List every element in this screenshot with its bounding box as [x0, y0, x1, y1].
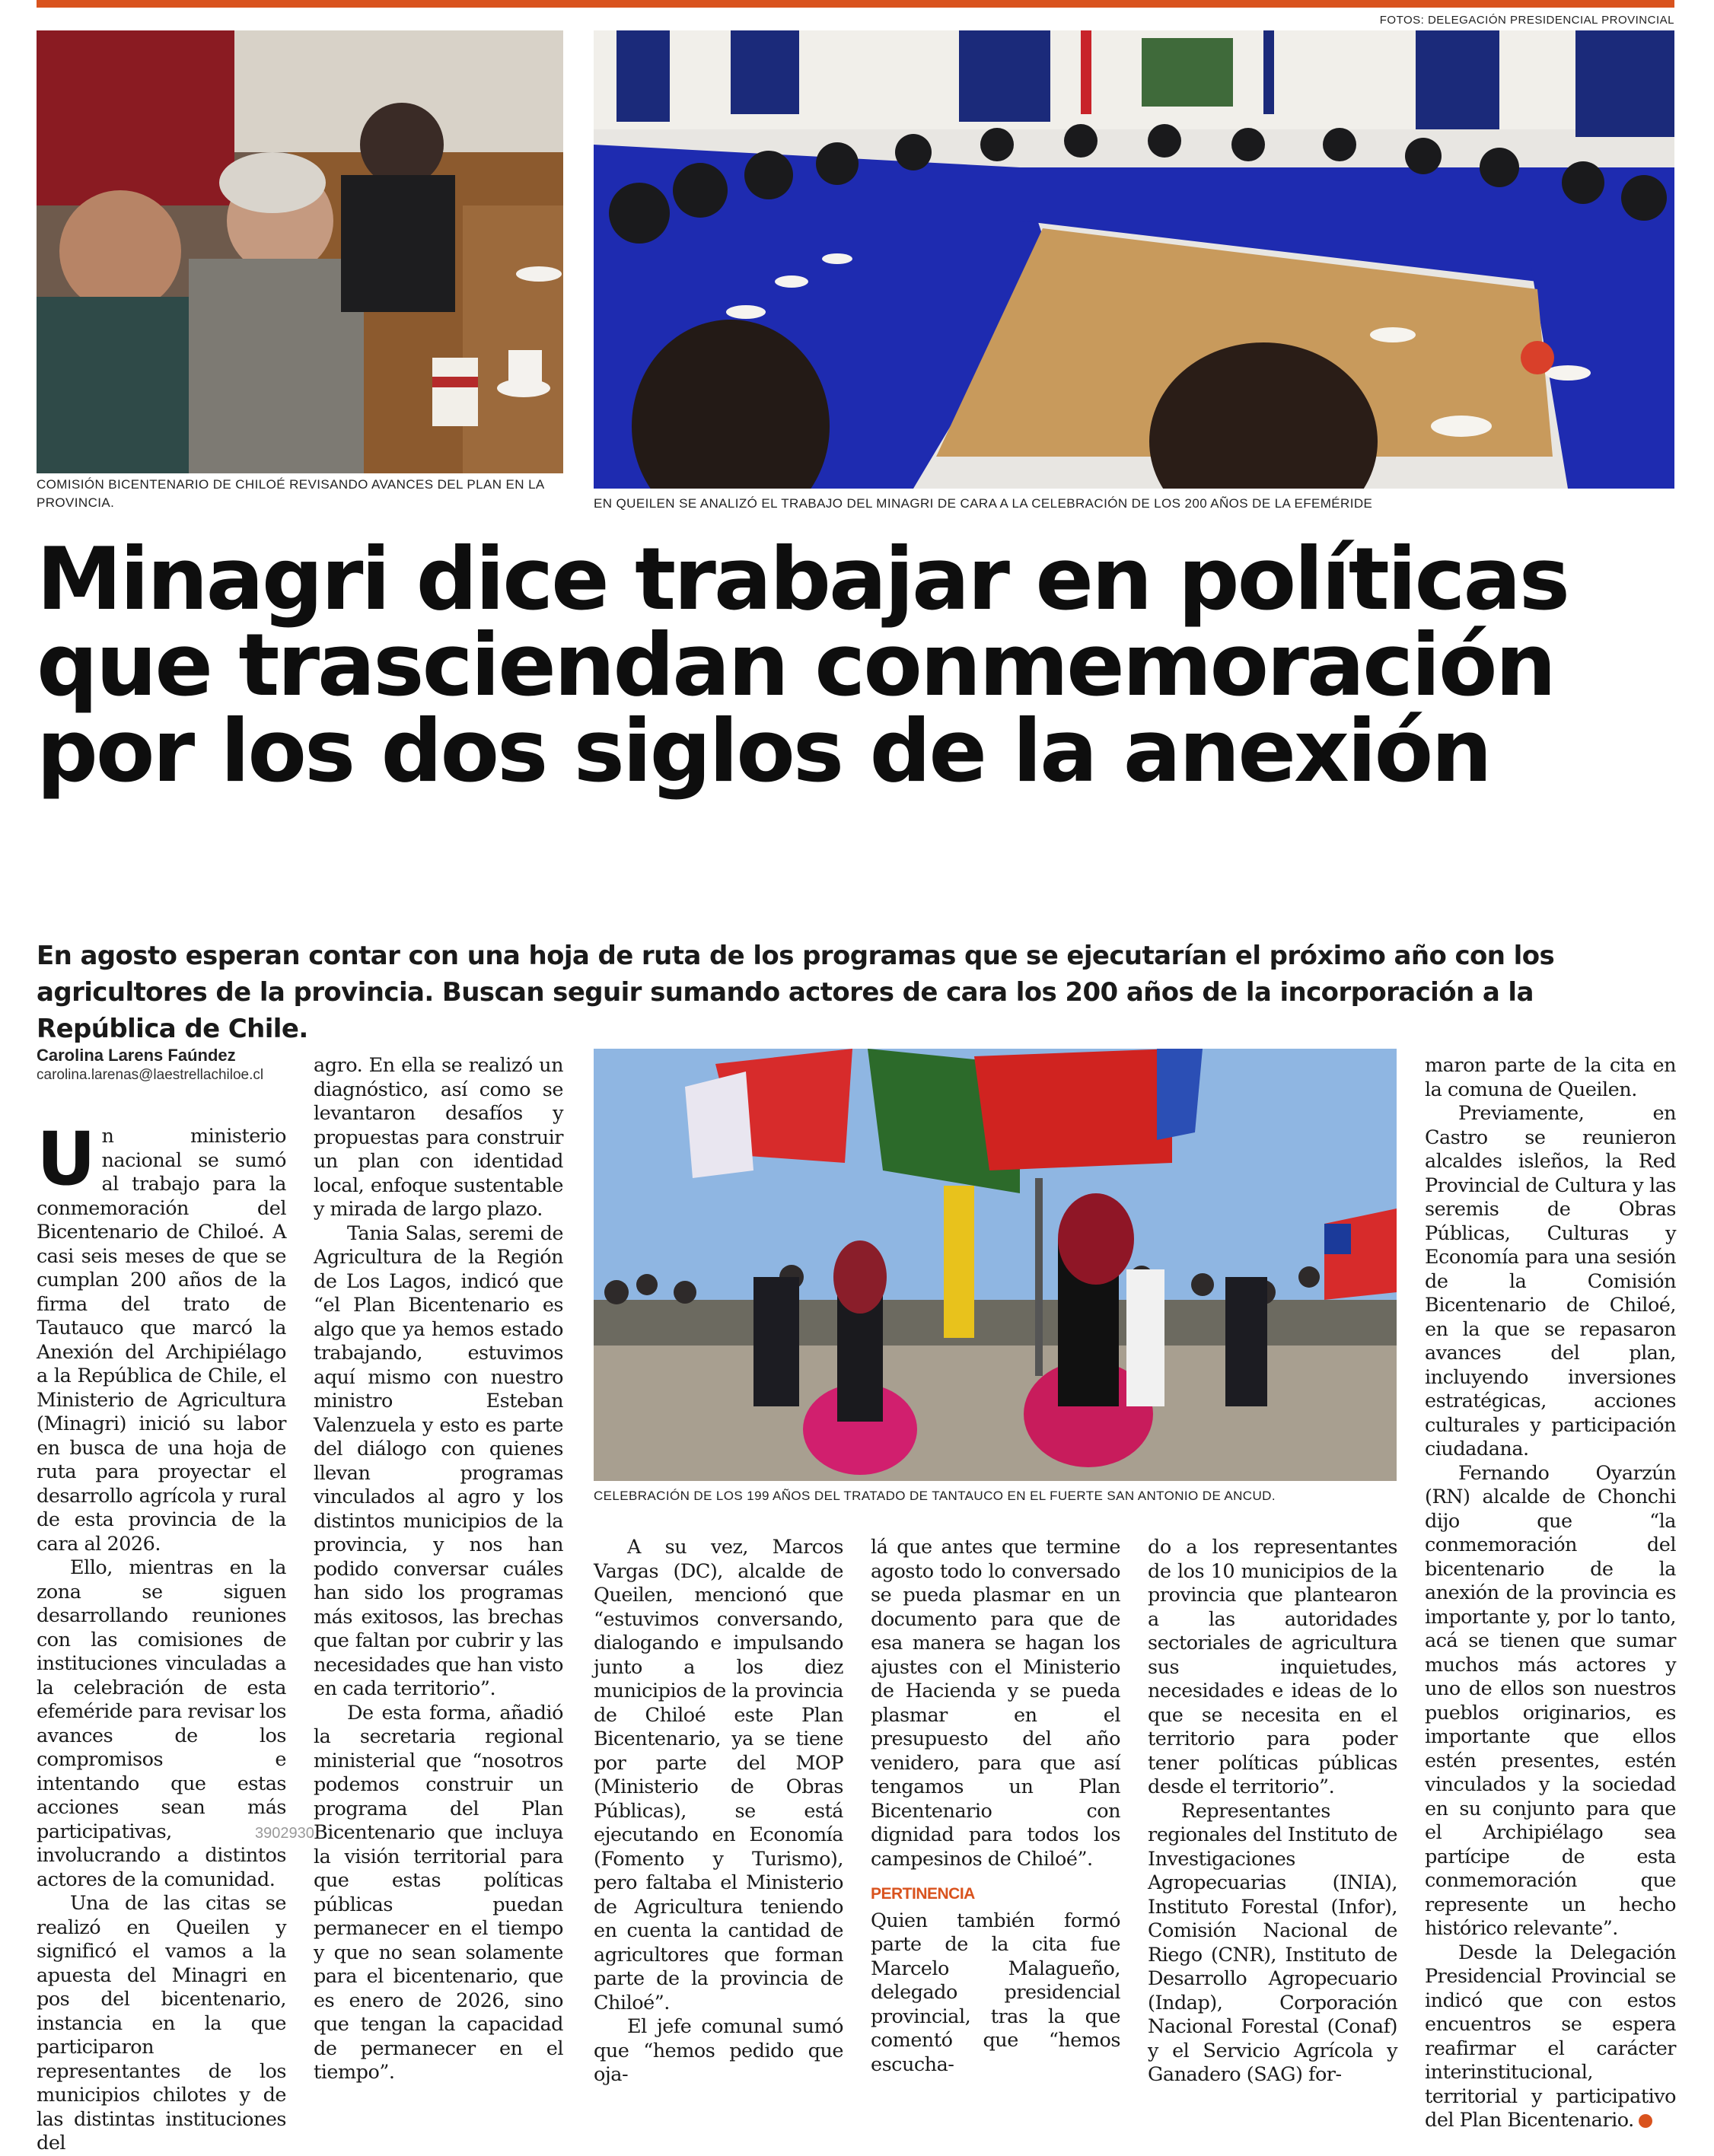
paragraph: A su vez, Marcos Vargas (DC), alcalde de Queilen, mencionó que “estuvimos conversando, dialogando e impulsando junto a los diez municipios de la provincia de Chiloé este Plan Bicentenario, ya se tiene por parte del MOP (Ministerio de Obras Públicas), se está ejecutando en Economía (Fomento y Turismo), pero faltaba el Ministerio de Agricultura teniendo en cuenta la cantidad de agricultores que forman parte de la provincia de Chiloé”.	[594, 1536, 843, 2014]
paragraph: agro. En ella se realizó un diagnóstico, así como se levantaron desafíos y propuestas para construir un plan con identidad local, enfoque sustentable y mirada de largo plazo.	[314, 1054, 563, 1221]
paragraph: De esta forma, añadió la secretaria regional ministerial que “nosotros podemos construir un programa del Plan Bicentenario que incluya la visión territorial para que estas políticas públicas puedan permanecer en el tiempo y que no sean solamente para el bicentenario, que es enero de 2026, sino que tengan la capacidad de permanecer en el tiempo”.	[314, 1701, 563, 2084]
deck-subtitle: En agosto esperan contar con una hoja de ruta de los programas que se ejecutarían el próximo año con los agricultores de la provincia. Buscan seguir sumando actores de cara los 200 años de la incorporación a la República de Chile.	[37, 941, 1555, 1044]
headline-line-1: Minagri dice trabajar en políticas	[37, 529, 1569, 629]
photo-commission-meeting	[37, 30, 563, 473]
photo-queilen-meeting	[594, 30, 1674, 489]
paragraph: lá que antes que termine agosto todo lo conversado se pueda plasmar en un documento para que de esa manera se hagan los ajustes con el Ministerio de Hacienda y se pueda plasmar en el presupuesto del año venidero, para que así tengamos un Plan Bicentenario con dignidad para todos los campesinos de Chiloé”.	[871, 1536, 1120, 1871]
paragraph: Representantes regionales del Instituto de Investigaciones Agropecuarias (INIA), Instituto Forestal (Infor), Comisión Nacional de Riego (CNR), Instituto de Desarrollo Agropecuario (Indap), Corporación Nacional Forestal (Conaf) y el Servicio Agrícola y Ganadero (SAG) for-	[1148, 1799, 1397, 2086]
article-column-6	[1425, 1054, 1676, 2133]
paragraph: Fernando Oyarzún (RN) alcalde de Chonchi dijo que “la conmemoración del bicentenario de la anexión de la provincia es importante y, por lo tanto, acá se tienen que sumar muchos más actores y uno de ellos son nuestros pueblos originarios, es importante que ellos estén presentes, estén vinculados y la sociedad en su conjunto para que el Archipiélago sea partícipe de esta conmemoración que represente un hecho histórico relevante”.	[1425, 1461, 1676, 1940]
article-column-1	[37, 1116, 286, 2156]
headline-line-3: por los dos siglos de la anexión	[37, 701, 1490, 801]
paragraph-closing: Desde la Delegación Presidencial Provincial se indicó que con estos encuentros se espera reafirmar el carácter interinstitucional, territorial y participativo del Plan Bicentenario.	[1425, 1941, 1676, 2132]
article-column-3	[594, 1536, 843, 2088]
caption-photo-commission: COMISIÓN BICENTENARIO DE CHILOÉ REVISANDO AVANCES DEL PLAN EN LA PROVINCIA.	[37, 477, 544, 510]
paragraph: maron parte de la cita en la comuna de Queilen.	[1425, 1054, 1676, 1101]
author-email[interactable]: carolina.larenas@laestrellachiloe.cl	[37, 1067, 264, 1083]
author-name: Carolina Larens Faúndez	[37, 1046, 236, 1065]
paragraph-intro: n ministerio nacional se sumó al trabajo para la conmemoración del Bicentenario de Chiloé. A casi seis meses de que se cumplan 200 años de la firma del trato de Tautauco que marcó la Anexión del Archipiélago a la República de Chile, el Ministerio de Agricultura (Minagri) inició su labor en busca de una hoja de ruta para proyectar el desarrollo agrícola y rural de esta provincia de la cara al 2026.	[37, 1125, 286, 1556]
end-of-article-icon	[1639, 2114, 1652, 2128]
article-column-4	[871, 1536, 1120, 2077]
paragraph	[1425, 1941, 1676, 2133]
article-column-5	[1148, 1536, 1397, 2088]
paragraph: Tania Salas, seremi de Agricultura de la Región de Los Lagos, indicó que “el Plan Bicentenario es algo que ya hemos estado trabajando, estuvimos aquí mismo con nuestro ministro Esteban Valenzuela y esto es parte del diálogo con quienes llevan programas vinculados al agro y los distintos municipios de la provincia, y nos han podido conversar cuáles han sido los programas más exitosos, las brechas que faltan por cubrir y las necesidades que han visto en cada territorio”.	[314, 1221, 563, 1700]
caption-photo-tantauco: CELEBRACIÓN DE LOS 199 AÑOS DEL TRATADO DE TANTAUCO EN EL FUERTE SAN ANTONIO DE ANCUD.	[594, 1489, 1276, 1503]
photo-tantauco-celebration	[594, 1049, 1397, 1481]
caption-photo-queilen: EN QUEILEN SE ANALIZÓ EL TRABAJO DEL MINAGRI DE CARA A LA CELEBRACIÓN DE LOS 200 AÑOS DE LA EFEMÉRIDE	[594, 496, 1373, 511]
paragraph: do a los representantes de los 10 municipios de la provincia que plantearon a las autoridades sectoriales de agricultura sus inquietudes, necesidades e ideas de lo que se necesita en el territorio para poder tener políticas públicas desde el territorio”.	[1148, 1536, 1397, 1798]
paragraph: El jefe comunal sumó que “hemos pedido que oja-	[594, 2015, 843, 2086]
paragraph: Una de las citas se realizó en Queilen y significó el vamos a la apuesta del Minagri en pos del bicentenario, instancia en la que participaron representantes de los municipios chilotes y de las distintas instituciones del	[37, 1892, 286, 2154]
drop-cap: U	[37, 1116, 96, 1202]
photo-credit: FOTOS: DELEGACIÓN PRESIDENCIAL PROVINCIAL	[1379, 14, 1674, 27]
section-subhead: PERTINENCIA	[871, 1885, 975, 1903]
paragraph: Ello, mientras en la zona se siguen desarrollando reuniones con las comisiones de instituciones vinculadas a la celebración de esta efeméride para revisar los avances de los compromisos e intentando que estas acciones sean más participativas, involucrando a distintos actores de la comunidad.	[37, 1556, 286, 1891]
watermark-id: 3902930	[255, 1825, 314, 1842]
article-column-2	[314, 1054, 563, 2085]
headline	[37, 529, 1681, 801]
paragraph: Previamente, en Castro se reunieron alcaldes isleños, la Red Provincial de Cultura y las seremis de Obras Públicas, Culturas y Economía para una sesión de la Comisión Bicentenario de Chiloé, en la que se repasaron avances del plan, incluyendo inversiones estratégicas, acciones culturales y participación ciudadana.	[1425, 1102, 1676, 1460]
headline-line-2: que trasciendan conmemoración	[37, 615, 1554, 715]
paragraph: Quien también formó parte de la cita fue Marcelo Malagueño, delegado presidencial provincial, tras la que comentó que “hemos escucha-	[871, 1909, 1120, 2076]
top-accent-bar	[37, 0, 1674, 8]
